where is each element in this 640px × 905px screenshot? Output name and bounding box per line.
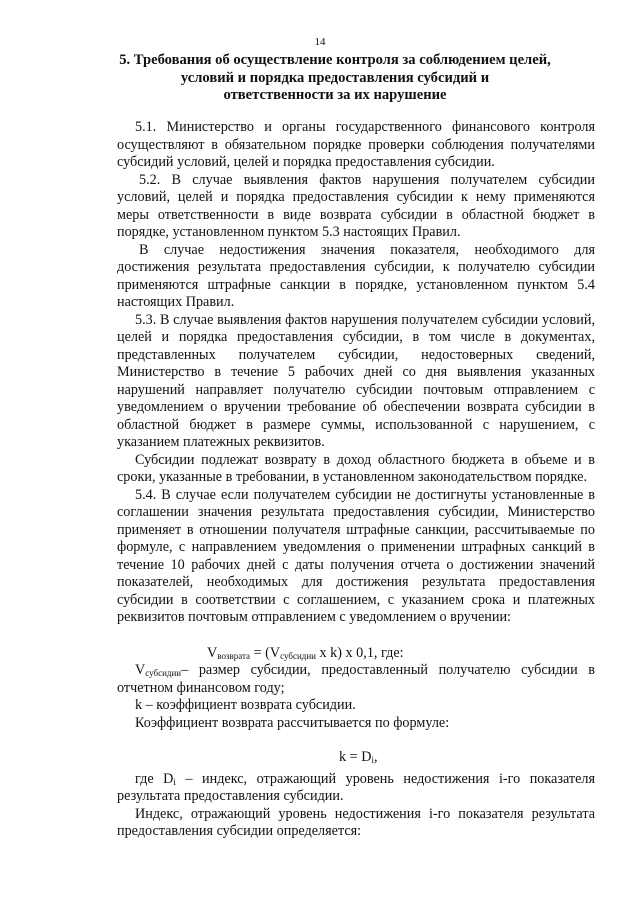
paragraph-5-1: 5.1. Министерство и органы государственного финансового контроля осуществляют в обязательном порядке проверки соблюдения получателями субсидий условий, целей и порядка предоставления субсидии.	[117, 119, 595, 170]
def-v-subscript: субсидии	[145, 668, 182, 678]
definition-k: k – коэффициент возврата субсидии.	[135, 697, 356, 713]
definition-v-subsidy	[117, 662, 595, 697]
formula-coefficient	[117, 749, 595, 767]
paragraph-5-2-penalty: В случае недостижения значения показателя, необходимого для достижения результата предоставления субсидии, к получателю субсидии применяются штрафные санкции в порядке, установленном пунктом 5.4 настоящих Правил.	[117, 241, 595, 310]
formula-eq-open: = (V	[250, 644, 281, 661]
definition-di	[117, 771, 595, 806]
document-body	[117, 119, 595, 841]
def-v-text: – размер субсидии, предоставленный получателю субсидии в отчетном финансовом году;	[117, 662, 595, 696]
formula2-end: ,	[373, 749, 378, 765]
page-number: 14	[314, 36, 326, 48]
def-di-subscript: i	[173, 776, 176, 787]
heading-line-3: ответственности за их нарушение	[223, 87, 447, 103]
paragraph-5-3: 5.3. В случае выявления фактов нарушения получателем субсидии условий, целей и порядка предоставления субсидии, в том числе в документах, представленных получателем субсидии, недостоверных сведений, Министерство в течение 5 рабочих дней со дня выявления указанных нарушений направляет получателю субсидии почтовым отправлением с уведомлением о вручении требование об обеспечении возврата субсидии в областной бюджет в размере суммы, использованной с нарушением, с указанием платежных реквизитов.	[117, 311, 595, 450]
def-di-pre: где D	[135, 770, 174, 787]
paragraph-5-4: 5.4. В случае если получателем субсидии не достигнуты установленные в соглашении значения результата предоставления субсидии, Министерство применяет в отношении получателя штрафные санкции, рассчитываемые по формуле, с направлением уведомления о применении штрафных санкций в течение 10 рабочих дней с даты получения отчета о достижении значений показателей, необходимых для достижения результата предоставления субсидии в соответствии с соглашением, с указанием срока и платежных реквизитов почтовым отправлением с уведомлением о вручении:	[117, 486, 595, 625]
formula-v-subscript: возврата	[217, 650, 251, 661]
formula2-subscript: i	[371, 755, 374, 765]
formula-rest: x k) x 0,1, где:	[315, 644, 404, 661]
heading-line-1: 5. Требования об осуществление контроля за соблюдением целей,	[119, 52, 551, 68]
formula2-left: k = D	[339, 749, 372, 765]
def-di-text: – индекс, отражающий уровень недостижения i-го показателя результата предоставления субсидии.	[117, 770, 595, 804]
formula-return-amount	[117, 645, 595, 663]
heading-line-2: условий и порядка предоставления субсидий и	[180, 69, 490, 86]
index-intro: Индекс, отражающий уровень недостижения i-го показателя результата предоставления субсидии определяется:	[117, 805, 595, 839]
paragraph-5-2: 5.2. В случае выявления фактов нарушения получателем субсидии условий, целей и порядка предоставления субсидии к нему применяются меры ответственности в виде возврата субсидии в областной бюджет в порядке, установленном пунктом 5.3 настоящих Правил.	[117, 171, 595, 240]
def-v: V	[135, 662, 146, 678]
formula-inner-subscript: субсидии	[280, 650, 316, 661]
section-heading	[100, 52, 570, 105]
coefficient-intro: Коэффициент возврата рассчитывается по формуле:	[135, 714, 450, 731]
paragraph-5-3-return: Субсидии подлежат возврату в доход областного бюджета в объеме и в сроки, указанные в требовании, в установленном законодательством порядке.	[117, 451, 595, 485]
formula-v: V	[207, 644, 218, 661]
